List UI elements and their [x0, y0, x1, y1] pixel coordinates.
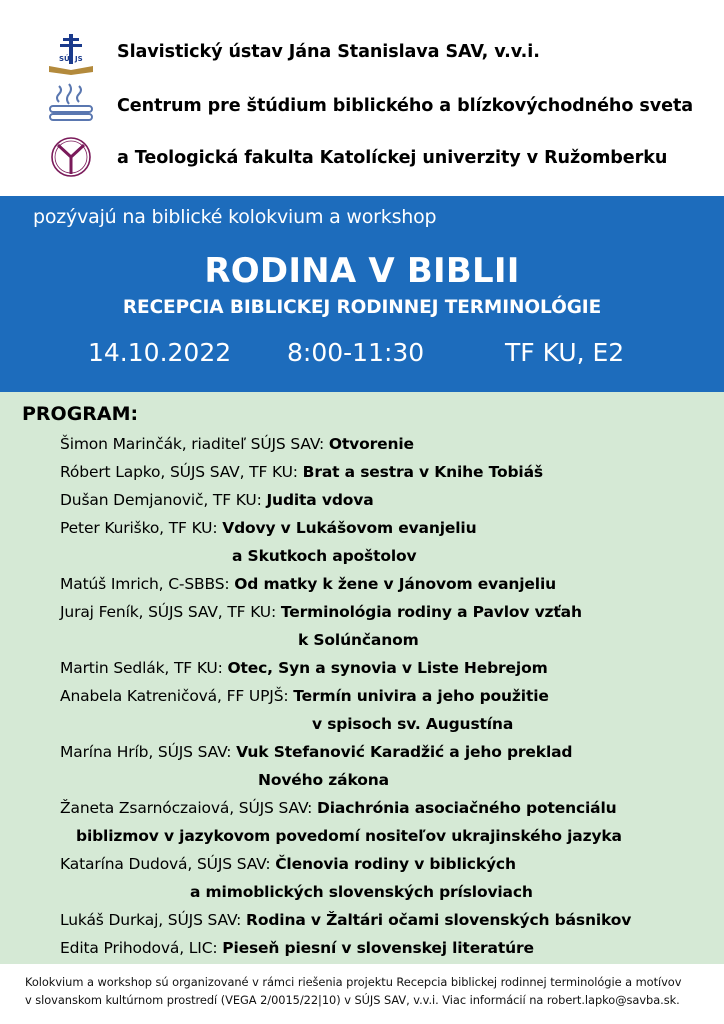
program-item-continued: a mimoblických slovenských prísloviach [190, 883, 533, 901]
program-item-continued: biblizmov v jazykovom povedomí nositeľov ukrajinského jazyka [76, 827, 622, 845]
org-row-sujs [0, 32, 724, 72]
program-item: Žaneta Zsarnóczaiová, SÚJS SAV: Diachrónia asociačného potenciálu [60, 799, 617, 817]
cross-book-logo [45, 32, 97, 76]
event-banner [0, 196, 724, 392]
org-row-center [0, 82, 724, 122]
program-item: Róbert Lapko, SÚJS SAV, TF KU: Brat a sestra v Knihe Tobiáš [60, 463, 543, 481]
scroll-logo [45, 82, 97, 126]
program-item: Lukáš Durkaj, SÚJS SAV: Rodina v Žaltári očami slovenských básnikov [60, 911, 632, 929]
svg-text:SÚ: SÚ [59, 55, 70, 63]
svg-text:JS: JS [75, 55, 83, 63]
footer-note [25, 973, 705, 1009]
event-title: RODINA V BIBLII [204, 251, 520, 291]
program-item: Katarína Dudová, SÚJS SAV: Členovia rodiny v biblických [60, 855, 516, 873]
program-item: Edita Prihodová, LIC: Pieseň piesní v slovenskej literatúre [60, 939, 534, 957]
program-item: Matúš Imrich, C-SBBS: Od matky k žene v Jánovom evanjeliu [60, 575, 556, 593]
program-item-continued: k Solúnčanom [298, 631, 419, 649]
program-item: Dušan Demjanovič, TF KU: Judita vdova [60, 491, 374, 509]
program-item: Martin Sedlák, TF KU: Otec, Syn a synovia v Liste Hebrejom [60, 659, 548, 677]
footer-line-2: v slovanskom kultúrnom prostredí (VEGA 2/0015/22|10) v SÚJS SAV, v.v.i. Viac informácií na robert.lapko@savba.sk. [25, 993, 680, 1007]
event-date: 14.10.2022 [88, 338, 232, 367]
program-item: Peter Kuriško, TF KU: Vdovy v Lukášovom evanjeliu [60, 519, 477, 537]
org-name-sujs: Slavistický ústav Jána Stanislava SAV, v.v.i. [117, 42, 540, 62]
program-section [0, 392, 724, 964]
program-item-continued: v spisoch sv. Augustína [312, 715, 514, 733]
org-row-faculty [0, 134, 724, 174]
footer-line-1: Kolokvium a workshop sú organizované v rámci riešenia projektu Recepcia biblickej rodinnej terminológie a motívov [25, 975, 682, 989]
program-item: Šimon Marinčák, riaditeľ SÚJS SAV: Otvorenie [60, 435, 414, 453]
event-place: TF KU, E2 [505, 338, 625, 367]
event-time: 8:00-11:30 [287, 338, 425, 367]
program-heading: PROGRAM: [22, 403, 139, 425]
program-item-continued: Nového zákona [258, 771, 389, 789]
invite-text: pozývajú na biblické kolokvium a workshop [33, 206, 437, 228]
circle-seal-logo [45, 134, 97, 178]
program-item: Anabela Katreničová, FF UPJŠ: Termín univira a jeho použitie [60, 687, 549, 705]
org-name-center: Centrum pre štúdium biblického a blízkovýchodného sveta [117, 96, 694, 116]
program-item-continued: a Skutkoch apoštolov [232, 547, 417, 565]
program-item: Juraj Feník, SÚJS SAV, TF KU: Terminológia rodiny a Pavlov vzťah [60, 603, 582, 621]
event-subtitle: RECEPCIA BIBLICKEJ RODINNEJ TERMINOLÓGIE [122, 297, 602, 318]
program-item: Marína Hríb, SÚJS SAV: Vuk Stefanović Karadžić a jeho preklad [60, 743, 573, 761]
org-name-faculty: a Teologická fakulta Katolíckej univerzity v Ružomberku [117, 148, 668, 168]
